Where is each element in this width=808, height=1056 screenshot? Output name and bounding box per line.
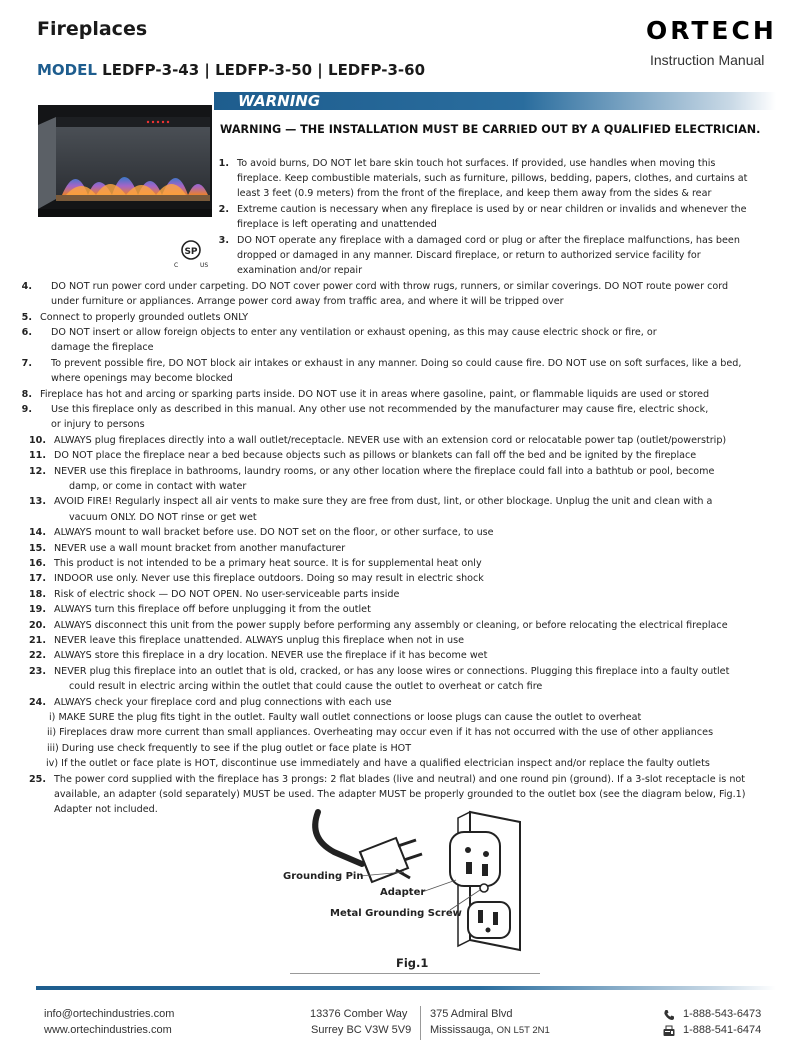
list-item-text: ALWAYS mount to wall bracket before use. DO NOT set on the floor, or other surface, to use	[54, 527, 494, 539]
model-word: MODEL	[37, 61, 97, 79]
list-item-number: 7.	[21, 357, 32, 369]
list-item-number: 19.	[29, 604, 46, 616]
label-grounding-pin: Grounding Pin	[283, 871, 364, 882]
list-item-number: 4.	[21, 280, 32, 292]
list-item-text: Fireplace has hot and arcing or sparking parts inside. DO NOT use it in areas where gasoline, paint, or flammable liquids are used or stored	[40, 388, 710, 400]
list-item-number: 14.	[29, 527, 46, 539]
list-item-number: 3.	[218, 234, 229, 246]
warning-banner	[214, 92, 776, 110]
model-numbers: LEDFP-3-43 | LEDFP-3-50 | LEDFP-3-60	[102, 61, 426, 79]
list-item-number: 23.	[29, 665, 46, 677]
footer-address-1-line-1: 13376 Comber Way	[310, 1008, 408, 1020]
list-item-text: NEVER use this fireplace in bathrooms, laundry rooms, or any other location where the fireplace could fall into a bathtub or pool, become	[54, 465, 715, 477]
list-item-text: fireplace. Keep combustible materials, such as furniture, pillows, bedding, papers, clothes, and curtains at	[237, 172, 748, 184]
fax-icon	[663, 1025, 675, 1037]
footer-email-link[interactable]: info@ortechindustries.com	[44, 1008, 175, 1020]
list-item-text: available, an adapter (sold separately) MUST be used. The adapter MUST be properly grounded to the outlet box (see the diagram below, Fig.1)	[54, 788, 746, 800]
list-item-text: damage the fireplace	[51, 342, 154, 354]
wall-outlet-icon	[450, 812, 520, 950]
warning-banner-label: WARNING	[238, 92, 321, 110]
cert-left: C	[174, 262, 179, 268]
list-item-text: DO NOT operate any fireplace with a damaged cord or plug or after the fireplace malfunctions, has been	[237, 234, 740, 246]
list-item-text: where openings may become blocked	[51, 373, 233, 385]
list-item-text: INDOOR use only. Never use this fireplace outdoors. Doing so may result in electric shock	[54, 573, 484, 585]
list-sub-item: ii) Fireplaces draw more current than small appliances. Overheating may occur even if it has not occurred with the use of other appliances	[47, 727, 714, 739]
list-item-text: ALWAYS turn this fireplace off before unplugging it from the outlet	[54, 604, 371, 616]
list-item-text: dropped or damaged in any manner. Discard fireplace, or return to authorized service facility for	[237, 249, 701, 261]
list-item-text: vacuum ONLY. DO NOT rinse or get wet	[69, 511, 257, 523]
list-item-number: 6.	[21, 327, 32, 338]
list-item-number: 1.	[218, 157, 229, 169]
list-item-number: 2.	[218, 203, 229, 215]
figure-caption: Fig.1	[396, 956, 429, 970]
list-item-text: damp, or come in contact with water	[69, 480, 247, 492]
list-item-text: To avoid burns, DO NOT let bare skin touch hot surfaces. If provided, use handles when moving this	[237, 157, 716, 169]
list-item-number: 17.	[29, 573, 46, 585]
list-item-text: ALWAYS store this fireplace in a dry location. NEVER use the fireplace if it has become wet	[54, 650, 488, 662]
list-item-number: 15.	[29, 542, 46, 554]
list-item-text: Adapter not included.	[54, 804, 158, 816]
footer-address-2-line-1: 375 Admiral Blvd	[430, 1008, 513, 1020]
list-item-text: Use this fireplace only as described in this manual. Any other use not recommended by the manufacturer may cause fire, electric shock,	[51, 403, 709, 415]
list-item-text: The power cord supplied with the fireplace has 3 prongs: 2 flat blades (live and neutral) and one round pin (ground). If a 3-slot receptacle is not	[54, 773, 746, 785]
list-item-text: or injury to persons	[51, 419, 145, 431]
manual-label: Instruction Manual	[650, 52, 765, 68]
list-sub-item: iv) If the outlet or face plate is HOT, discontinue use immediately and have a qualified electrician inspect and/or replace the faulty outlets	[46, 758, 710, 770]
footer-bar	[36, 986, 776, 990]
list-item-text: DO NOT insert or allow foreign objects to enter any ventilation or exhaust opening, as this may cause electric shock or fire, or	[51, 327, 657, 338]
figure-divider	[290, 973, 540, 974]
ortech-logo	[646, 14, 777, 44]
cert-right: US	[200, 262, 209, 268]
footer-address-2-line-2	[430, 1024, 550, 1036]
list-item-number: 20.	[29, 619, 46, 631]
footer-website-link[interactable]: www.ortechindustries.com	[44, 1024, 172, 1036]
list-item-text: ALWAYS plug fireplaces directly into a wall outlet/receptacle. NEVER use with an extension cord or relocatable power tap (outlet/powerstrip)	[54, 434, 727, 446]
label-adapter: Adapter	[380, 887, 426, 898]
list-item-number: 24.	[29, 696, 46, 708]
list-item-number: 5.	[21, 311, 32, 323]
model-line	[37, 61, 425, 79]
list-item-number: 21.	[29, 634, 46, 646]
list-sub-item: i) MAKE SURE the plug fits tight in the outlet. Faulty wall outlet connections or loose plugs can cause the outlet to overheat	[49, 711, 642, 723]
list-item-number: 18.	[29, 588, 46, 600]
list-item-text: AVOID FIRE! Regularly inspect all air vents to make sure they are free from dust, lint, or other blockage. Unplug the unit and clean with a	[54, 496, 713, 508]
list-item-text: DO NOT place the fireplace near a bed because objects such as pillows or blankets can fall off the bed and be ignited by the fireplace	[54, 450, 697, 462]
list-item-text: fireplace is left operating and unattended	[237, 219, 437, 231]
list-item-text: NEVER plug this fireplace into an outlet that is old, cracked, or has any loose wires or connections. Plugging this fireplace into a faulty outlet	[54, 665, 730, 677]
list-item-text: This product is not intended to be a primary heat source. It is for supplemental heat only	[54, 557, 482, 569]
list-item-text: examination and/or repair	[237, 265, 363, 277]
list-item-text: NEVER leave this fireplace unattended. ALWAYS unplug this fireplace when not in use	[54, 634, 465, 646]
list-item-text: under furniture or appliances. Arrange power cord away from traffic area, and where it will be tripped over	[51, 296, 564, 308]
list-item-text: Extreme caution is necessary when any fireplace is used by or near children or invalids and whenever the	[237, 203, 747, 215]
svg-text:SP: SP	[184, 247, 198, 257]
phone-icon	[663, 1009, 675, 1021]
list-item-text: could result in electric arcing within the outlet that could cause the outlet to overheat or catch fire	[69, 681, 543, 693]
footer-fax: 1-888-541-6474	[683, 1024, 762, 1036]
list-item-number: 22.	[29, 650, 46, 662]
list-item-text: To prevent possible fire, DO NOT block air intakes or exhaust in any manner. Doing so could cause fire. DO NOT use on soft surfaces, like a bed,	[51, 357, 742, 369]
list-item-text: NEVER use a wall mount bracket from another manufacturer	[54, 542, 346, 554]
list-item-number: 25.	[29, 773, 46, 785]
label-grounding-screw: Metal Grounding Screw	[330, 908, 462, 919]
footer-address-2-postal: ON L5T 2N1	[496, 1025, 550, 1036]
footer-address-1-line-2: Surrey BC V3W 5V9	[311, 1024, 412, 1036]
list-item-number: 8.	[21, 388, 32, 400]
warning-headline: WARNING — THE INSTALLATION MUST BE CARRIED OUT BY A QUALIFIED ELECTRICIAN.	[220, 123, 761, 136]
list-item-text: Risk of electric shock — DO NOT OPEN. No user-serviceable parts inside	[54, 588, 400, 600]
list-item-text: ALWAYS disconnect this unit from the power supply before performing any assembly or cleaning, or before relocating the electrical fireplace	[54, 619, 728, 631]
logo-text: ORTECH	[646, 16, 777, 44]
list-item-number: 12.	[29, 465, 46, 477]
list-item-text: DO NOT run power cord under carpeting. DO NOT cover power cord with throw rugs, runners, or similar coverings. DO NOT route power cord	[51, 280, 729, 292]
list-item-number: 16.	[29, 557, 46, 569]
list-item-text: least 3 feet (0.9 meters) from the front of the fireplace, and keep them away from the sides & rear	[237, 188, 712, 200]
footer-address-2-city: Mississauga,	[430, 1024, 494, 1036]
list-item-text: Connect to properly grounded outlets ONLY	[40, 311, 249, 323]
list-sub-item: iii) During use check frequently to see if the plug outlet or face plate is HOT	[47, 742, 412, 754]
page-title: Fireplaces	[37, 18, 148, 40]
footer-divider	[420, 1006, 421, 1040]
list-item-number: 10.	[29, 434, 46, 446]
footer-phone[interactable]: 1-888-543-6473	[683, 1008, 762, 1020]
list-item-number: 13.	[29, 496, 46, 508]
list-item-text: ALWAYS check your fireplace cord and plug connections with each use	[54, 696, 392, 708]
list-item-number: 9.	[21, 403, 32, 415]
list-item-number: 11.	[29, 450, 46, 462]
